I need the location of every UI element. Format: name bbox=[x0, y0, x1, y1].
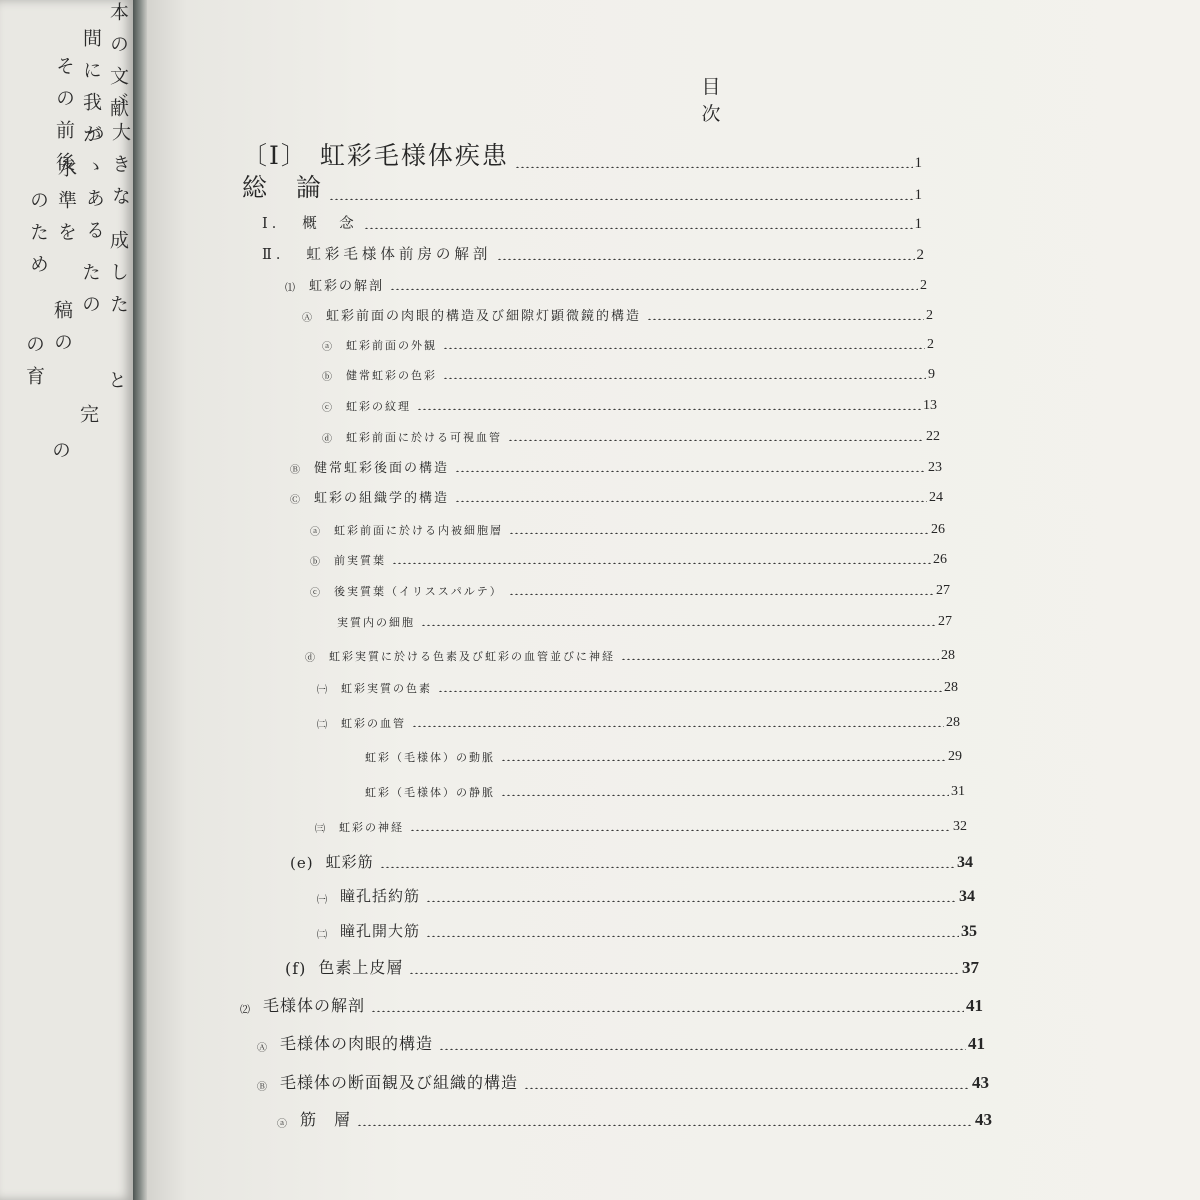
toc-entry-title: 後実質葉（イリススパルテ） bbox=[334, 585, 503, 598]
toc-entry bbox=[322, 353, 935, 383]
toc-entry bbox=[290, 446, 942, 476]
left-page-text-column: 本の文献 bbox=[107, 2, 129, 130]
toc-entry-title: 健常虹彩後面の構造 bbox=[314, 461, 450, 476]
left-page-text-column: 成した bbox=[107, 230, 129, 326]
toc-entry bbox=[257, 1063, 989, 1093]
left-page-text-column: 水準を bbox=[55, 158, 77, 254]
toc-entry bbox=[277, 1100, 992, 1130]
toc-leader-dots bbox=[417, 400, 921, 410]
toc-page-number: 9 bbox=[928, 367, 935, 382]
toc-page-number: 29 bbox=[948, 749, 962, 764]
left-page-text-column: つゝある bbox=[83, 124, 105, 252]
left-page-text-column: の育 bbox=[23, 334, 45, 398]
toc-leader-dots bbox=[409, 964, 960, 974]
toc-list bbox=[147, 0, 1200, 1200]
toc-leader-dots bbox=[412, 717, 944, 727]
toc-entry-title: 実質内の細胞 bbox=[337, 616, 415, 629]
toc-entry bbox=[262, 203, 922, 233]
toc-leader-dots bbox=[443, 339, 925, 349]
toc-entry-number: ⓐ bbox=[322, 342, 334, 353]
toc-entry-title: 概 念 bbox=[302, 216, 358, 232]
toc-leader-dots bbox=[421, 616, 936, 626]
toc-entry-number: Ⓒ bbox=[290, 495, 302, 506]
left-page-text-column: たの bbox=[79, 262, 101, 326]
toc-page-number: 34 bbox=[959, 888, 975, 905]
toc-entry bbox=[242, 174, 922, 204]
toc-entry bbox=[317, 911, 977, 941]
toc-entry-number: ⓓ bbox=[305, 653, 317, 664]
toc-entry-title: 虹彩の解剖 bbox=[309, 279, 385, 294]
toc-entry bbox=[317, 876, 975, 906]
toc-entry-title: 虹彩の神経 bbox=[339, 821, 404, 834]
toc-leader-dots bbox=[515, 158, 913, 168]
toc-entry-number: Ⓐ bbox=[257, 1043, 268, 1054]
toc-page-number: 43 bbox=[972, 1073, 989, 1092]
toc-entry-number: ㈢ bbox=[315, 824, 327, 835]
toc-entry-number: (e) bbox=[290, 854, 314, 872]
toc-page-number: 27 bbox=[936, 583, 950, 598]
toc-page-number: 2 bbox=[916, 247, 924, 263]
toc-entry bbox=[257, 1024, 985, 1054]
toc-entry-title: 色素上皮層 bbox=[318, 958, 404, 977]
toc-leader-dots bbox=[390, 280, 918, 290]
toc-page-number: 27 bbox=[938, 614, 952, 629]
toc-entry bbox=[290, 476, 943, 506]
toc-page-number: 37 bbox=[962, 958, 979, 977]
toc-entry-title: 虹彩前面の外観 bbox=[346, 339, 437, 352]
toc-leader-dots bbox=[371, 1002, 964, 1012]
left-page-text-column: のため bbox=[27, 190, 49, 286]
toc-entry-title: 虹彩（毛様体）の静脈 bbox=[365, 786, 495, 799]
toc-leader-dots bbox=[438, 682, 942, 692]
toc-page-number: 26 bbox=[931, 522, 945, 537]
left-page-text-column: の bbox=[49, 440, 71, 472]
toc-page-number: 13 bbox=[923, 398, 937, 413]
left-page bbox=[0, 0, 133, 1200]
toc-entry-number: ⓒ bbox=[322, 403, 334, 414]
page-title: 目 次 bbox=[701, 76, 784, 125]
toc-entry-title: 健常虹彩の色彩 bbox=[346, 369, 437, 382]
toc-leader-dots bbox=[524, 1079, 970, 1089]
toc-entry-title: 虹彩毛様体疾患 bbox=[319, 141, 509, 170]
toc-leader-dots bbox=[426, 927, 959, 937]
toc-page-number: 28 bbox=[946, 715, 960, 730]
left-page-text-column: その前後 bbox=[53, 56, 75, 184]
toc-entry-number: ⓐ bbox=[277, 1119, 288, 1130]
left-page-text-column: 完 bbox=[77, 404, 99, 436]
toc-entry bbox=[365, 770, 965, 800]
toc-entry-title: 虹彩実質の色素 bbox=[341, 682, 432, 695]
toc-entry-title: 筋 層 bbox=[300, 1110, 352, 1129]
toc-leader-dots bbox=[329, 190, 912, 200]
toc-page-number: 26 bbox=[933, 552, 947, 567]
toc-entry-title: 総 論 bbox=[242, 173, 324, 202]
toc-entry-title: 虹彩の紋理 bbox=[346, 400, 411, 413]
toc-leader-dots bbox=[621, 650, 939, 660]
toc-leader-dots bbox=[410, 821, 951, 831]
toc-page-number: 34 bbox=[957, 854, 973, 871]
toc-entry-number: ⓓ bbox=[322, 434, 334, 445]
toc-page bbox=[147, 0, 1200, 1200]
left-page-text-column: 間に我が bbox=[80, 28, 102, 156]
toc-entry-number: Ⓑ bbox=[257, 1082, 268, 1093]
toc-entry-title: 虹彩の血管 bbox=[341, 717, 406, 730]
toc-entry-number: ⓒ bbox=[310, 588, 322, 599]
toc-leader-dots bbox=[509, 524, 929, 534]
toc-entry-title: 毛様体の断面観及び組織的構造 bbox=[280, 1073, 519, 1092]
left-page-text-column: と bbox=[105, 370, 127, 402]
toc-page-number: 22 bbox=[926, 429, 940, 444]
toc-entry bbox=[317, 701, 960, 731]
toc-entry bbox=[262, 234, 924, 264]
toc-entry-number: ㈡ bbox=[317, 720, 329, 731]
toc-page-number: 1 bbox=[914, 187, 922, 203]
toc-page-number: 24 bbox=[929, 490, 943, 505]
toc-entry-title: 毛様体の解剖 bbox=[263, 996, 366, 1015]
toc-page-number: 23 bbox=[928, 460, 942, 475]
toc-entry bbox=[285, 264, 927, 294]
toc-entry-title: 前実質葉 bbox=[334, 554, 386, 567]
toc-entry bbox=[317, 666, 958, 696]
left-page-text-column: ゞ大きな bbox=[109, 90, 131, 218]
toc-entry bbox=[315, 805, 967, 835]
toc-entry bbox=[290, 842, 973, 872]
toc-entry-number: ⓐ bbox=[310, 527, 322, 538]
toc-entry bbox=[322, 415, 940, 445]
toc-leader-dots bbox=[497, 250, 914, 260]
toc-page-number: 41 bbox=[966, 996, 983, 1015]
toc-entry-number: Ⅱ． bbox=[262, 247, 295, 263]
toc-leader-dots bbox=[647, 310, 924, 320]
toc-entry-number: ⑵ bbox=[240, 1005, 251, 1016]
toc-leader-dots bbox=[455, 492, 927, 502]
toc-entry bbox=[310, 569, 950, 599]
left-page-text-column: 稿の bbox=[51, 300, 73, 364]
book-spine-gutter bbox=[133, 0, 147, 1200]
toc-entry-number: Ⓐ bbox=[302, 313, 314, 324]
toc-entry bbox=[302, 294, 933, 324]
toc-leader-dots bbox=[426, 892, 957, 902]
toc-entry-number: ⓑ bbox=[310, 557, 322, 568]
toc-entry-title: 虹彩実質に於ける色素及び虹彩の血管並びに神経 bbox=[329, 650, 615, 663]
toc-leader-dots bbox=[501, 786, 949, 796]
toc-entry-title: 瞳孔開大筋 bbox=[340, 922, 421, 940]
toc-entry-number: ⓑ bbox=[322, 372, 334, 383]
toc-entry-title: 虹彩前面に於ける内被細胞層 bbox=[334, 524, 503, 537]
toc-leader-dots bbox=[364, 219, 913, 229]
toc-page-number: 35 bbox=[961, 923, 977, 940]
toc-leader-dots bbox=[509, 585, 934, 595]
toc-entry bbox=[337, 600, 952, 630]
toc-entry-number: ㈡ bbox=[317, 930, 328, 941]
toc-entry-number: (f) bbox=[285, 959, 307, 978]
toc-entry bbox=[240, 986, 983, 1016]
toc-leader-dots bbox=[508, 431, 924, 441]
toc-page-number: 28 bbox=[941, 648, 955, 663]
toc-leader-dots bbox=[455, 462, 926, 472]
toc-page-number: 28 bbox=[944, 680, 958, 695]
toc-page-number: 1 bbox=[914, 155, 922, 171]
toc-leader-dots bbox=[443, 369, 926, 379]
toc-leader-dots bbox=[501, 751, 946, 761]
toc-entry-number: ㈠ bbox=[317, 895, 328, 906]
toc-entry-title: 虹彩毛様体前房の解剖 bbox=[306, 247, 492, 263]
toc-page-number: 43 bbox=[975, 1110, 992, 1129]
toc-entry-title: 虹彩（毛様体）の動脈 bbox=[365, 751, 495, 764]
toc-leader-dots bbox=[357, 1116, 973, 1126]
toc-entry-title: 虹彩の組織学的構造 bbox=[314, 491, 450, 506]
toc-entry-title: 虹彩前面の肉眼的構造及び細隙灯顕微鏡的構造 bbox=[326, 309, 642, 324]
toc-leader-dots bbox=[439, 1040, 966, 1050]
toc-entry bbox=[322, 323, 934, 353]
toc-entry bbox=[322, 384, 937, 414]
toc-leader-dots bbox=[392, 554, 931, 564]
toc-page-number: 32 bbox=[953, 819, 967, 834]
toc-entry bbox=[310, 538, 947, 568]
toc-entry-title: 毛様体の肉眼的構造 bbox=[280, 1034, 434, 1053]
toc-entry-number: 〔Ⅰ〕 bbox=[242, 141, 308, 170]
toc-entry-number: ⑴ bbox=[285, 283, 297, 294]
toc-page-number: 41 bbox=[968, 1034, 985, 1053]
toc-entry-number: ㈠ bbox=[317, 685, 329, 696]
toc-entry bbox=[305, 634, 955, 664]
toc-entry bbox=[365, 735, 962, 765]
toc-entry bbox=[310, 508, 945, 538]
toc-page-number: 2 bbox=[920, 278, 927, 293]
toc-page-number: 2 bbox=[927, 337, 934, 352]
toc-entry-title: 虹彩前面に於ける可視血管 bbox=[346, 431, 502, 444]
toc-page-number: 2 bbox=[926, 308, 933, 323]
toc-page-number: 31 bbox=[951, 784, 965, 799]
toc-entry-title: 瞳孔括約筋 bbox=[340, 887, 421, 905]
toc-leader-dots bbox=[380, 858, 955, 868]
toc-entry bbox=[242, 142, 922, 172]
toc-page-number: 1 bbox=[914, 216, 922, 232]
toc-entry-title: 虹彩筋 bbox=[325, 853, 374, 871]
toc-entry-number: Ⓑ bbox=[290, 465, 302, 476]
toc-entry bbox=[285, 948, 979, 978]
toc-entry-number: Ⅰ． bbox=[262, 216, 291, 232]
